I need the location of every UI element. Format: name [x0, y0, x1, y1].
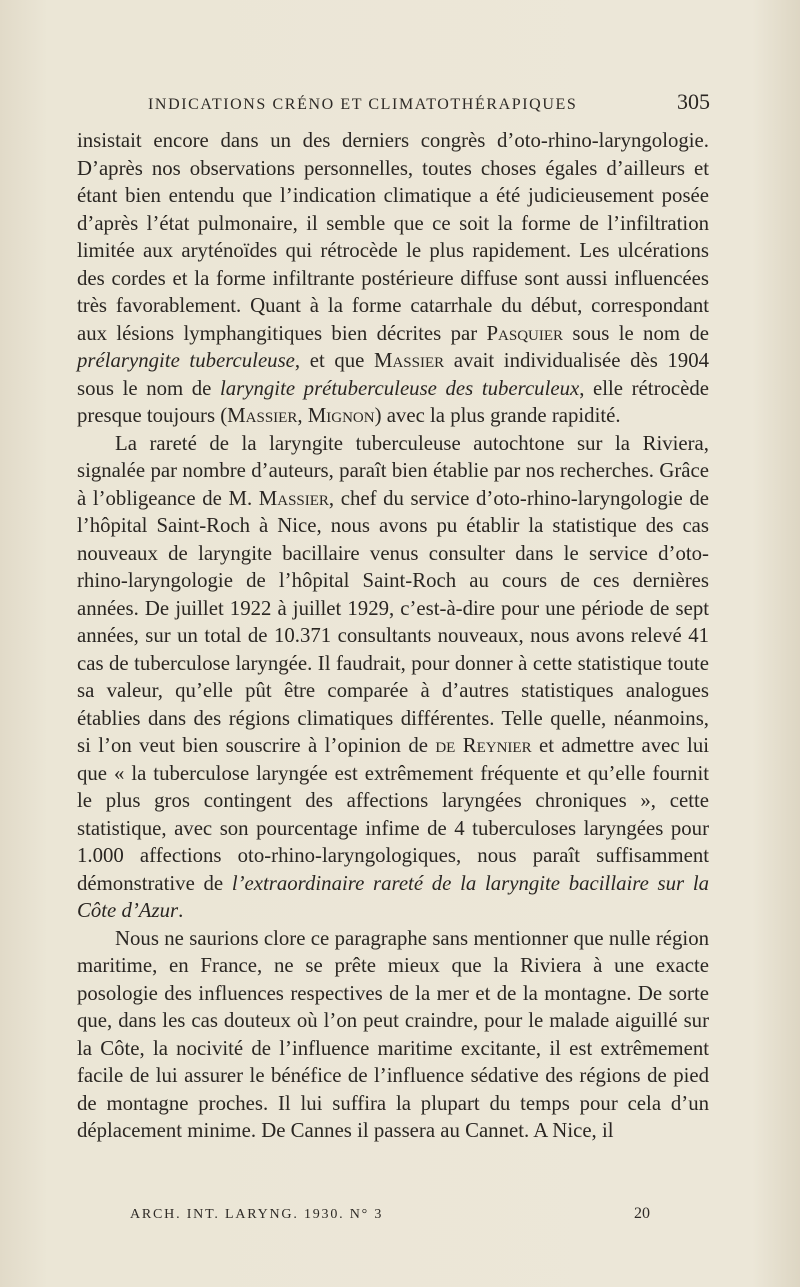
text-run: , chef du service d’oto-rhino-laryngologie de l’hôpital Saint-Roch à Nice, nous avons pu établir la statistique des cas nouveaux de laryngite bacillaire venus consulter dans le service d’oto-rhino-laryngologie de l’hôpital Saint-Roch au cours de ces dernières années. De juillet 1922 à juillet 1929, c’est-à-dire pour une période de sept années, sur un total de 10.371 consultants nouveaux, nous avons relevé 41 cas de tuberculose laryngée. Il faudrait, pour donner à cette statistique toute sa valeur, qu’elle pût être comparée à d’autres statistiques analogues établies dans des régions climatiques différentes. Telle quelle, néanmoins, si l’on veut bien souscrire à l’opinion de	[77, 486, 709, 757]
author-name: Massier	[227, 404, 298, 427]
running-title: INDICATIONS CRÉNO ET CLIMATOTHÉRAPIQUES	[148, 96, 578, 113]
text-run: .	[178, 899, 184, 922]
signature-mark: 20	[634, 1205, 650, 1222]
text-run: ) avec la plus grande rapidité.	[374, 404, 621, 427]
author-name: Massier	[373, 349, 445, 372]
text-run: avait individualisée dès 1904 sous le nom de	[77, 349, 709, 400]
text-run: La rareté de la laryngite tuberculeuse autochtone sur la Riviera, signalée par nombre d’auteurs, paraît bien établie par nos recherches. Grâce à l’obligeance de M.	[77, 431, 709, 510]
text-run: et admettre avec lui que « la tuberculose laryngée est extrêmement fréquente et qu’elle fournit le plus gros contingent des affections laryngées chroniques », cette statistique, avec son pourcentage infime de 4 tuberculoses laryngées pour 1.000 affections oto-rhino-laryngologiques, nous paraît suffisamment démonstrative de	[77, 734, 709, 895]
journal-reference: ARCH. INT. LARYNG. 1930. N° 3	[130, 1207, 384, 1222]
author-name: Massier	[258, 486, 329, 510]
text-run: , et que	[294, 349, 374, 372]
page-footer	[130, 1205, 650, 1223]
text-run: insistait encore dans un des derniers congrès d’oto-rhino-laryngologie. D’après nos observations personnelles, toutes choses égales d’ailleurs et étant bien entendu que l’indication climatique a été judicieusement posée d’après l’état pulmonaire, il semble que ce soit la forme de l’infiltration limitée aux aryténoïdes qui rétrocède le plus rapidement. Les ulcérations des cordes et la forme infiltrante postérieure diffuse sont aussi influencées très favorablement. Quant à la forme catarrhale du début, correspondant aux lésions lymphangitiques bien décrites par	[77, 129, 709, 345]
text-run: , elle rétrocède presque toujours (	[77, 376, 709, 427]
paragraph-1	[77, 127, 709, 430]
italic-phrase: l’extraordinaire rareté de la laryngite bacillaire sur la Côte d’Azur	[77, 871, 709, 922]
italic-term: prélaryngite tuberculeuse	[77, 349, 295, 372]
running-header	[148, 89, 710, 119]
body-text	[77, 127, 709, 1145]
author-name: de Reynier	[435, 734, 532, 757]
italic-term: laryngite prétuberculeuse des tuberculeux	[220, 376, 580, 400]
paragraph-2	[77, 430, 709, 925]
paragraph-3: Nous ne saurions clore ce paragraphe sans mentionner que nulle région maritime, en France, ne se prête mieux que la Riviera à une exacte posologie des influences respectives de la mer et de la montagne. De sorte que, dans les cas douteux où l’on peut craindre, pour le malade aiguillé sur la Côte, la nocivité de l’influence maritime excitante, il est extrêmement facile de lui assurer le bénéfice de l’influence sédative des régions de pied de montagne proches. Il lui suffira la plupart du temps pour cela d’un déplacement minime. De Cannes il passera au Cannet. A Nice, il	[77, 926, 709, 1142]
author-name: Mignon	[307, 404, 375, 427]
text-run: sous le nom de	[563, 321, 709, 345]
text-run: ,	[297, 404, 308, 427]
author-name: Pasquier	[486, 321, 564, 345]
page-number: 305	[677, 89, 710, 114]
